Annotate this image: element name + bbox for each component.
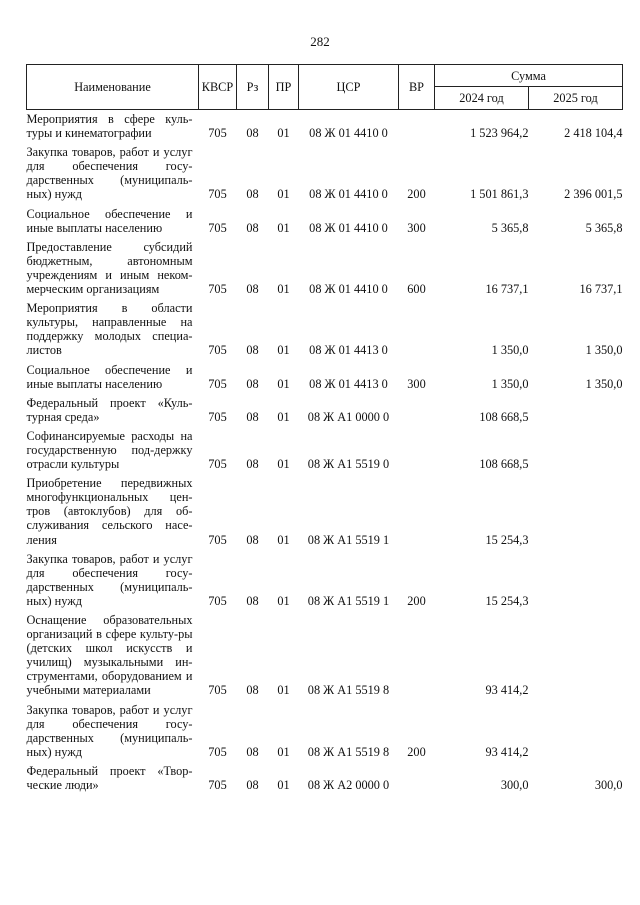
cell-kvsr: 705 [208,187,227,202]
cell-name: Федеральный проект «Куль-турная среда» [26,395,193,424]
cell-rz: 08 [246,220,259,235]
table-row [27,238,623,299]
table-row [27,701,623,762]
cell-name: Закупка товаров, работ и услуг для обеспечения госу-дарственных (муниципаль-ных) нужд [26,145,193,202]
cell-s2025 [529,427,623,474]
table-row [27,143,623,204]
cell-s2025: 2 396 001,5 [564,187,623,202]
header-csr: ЦСР [299,65,399,110]
cell-s2025: 16 737,1 [579,282,623,297]
table-row [27,611,623,701]
cell-vr [399,427,435,474]
cell-s2025: 300,0 [594,778,623,793]
cell-s2024: 93 414,2 [485,683,529,698]
cell-name: Закупка товаров, работ и услуг для обеспечения госу-дарственных (муниципаль-ных) нужд [26,551,193,608]
cell-name: Федеральный проект «Твор-ческие люди» [26,763,193,793]
cell-csr: 08 Ж А1 5519 1 [307,593,390,608]
cell-vr: 600 [407,282,426,297]
cell-kvsr: 705 [208,532,227,547]
cell-pr: 01 [277,343,290,358]
cell-rz: 08 [246,126,259,141]
table-body [27,110,623,796]
cell-pr: 01 [277,187,290,202]
cell-kvsr: 705 [208,376,227,391]
cell-name: Оснащение образовательных организаций в сфере культу-ры (детских школ искусств и училищ) музыкальными ин-струментами, оборудованием и учебными материалами [26,613,193,698]
cell-s2025 [529,474,623,549]
cell-vr [399,394,435,427]
cell-s2024: 1 350,0 [491,343,529,358]
table-row [27,762,623,795]
cell-s2024: 16 737,1 [485,282,529,297]
cell-s2025 [529,550,623,611]
cell-pr: 01 [277,457,290,472]
cell-name: Социальное обеспечение и иные выплаты населению [26,206,193,235]
cell-s2025 [529,611,623,701]
header-vr: ВР [399,65,435,110]
cell-kvsr: 705 [208,343,227,358]
cell-s2024: 300,0 [500,778,529,793]
cell-kvsr: 705 [208,778,227,793]
cell-pr: 01 [277,376,290,391]
cell-rz: 08 [246,744,259,759]
cell-s2024: 108 668,5 [479,409,529,424]
cell-vr: 300 [407,220,426,235]
cell-csr: 08 Ж 01 4410 0 [309,126,388,141]
header-kvsr: КВСР [199,65,237,110]
table-row [27,550,623,611]
cell-s2025: 2 418 104,4 [564,126,623,141]
cell-rz: 08 [246,683,259,698]
budget-table [26,64,623,795]
cell-kvsr: 705 [208,409,227,424]
page-number: 282 [310,34,330,49]
cell-csr: 08 Ж 01 4410 0 [309,220,388,235]
cell-rz: 08 [246,409,259,424]
cell-s2024: 1 350,0 [491,376,529,391]
cell-pr: 01 [277,532,290,547]
cell-s2025: 1 350,0 [585,343,623,358]
cell-vr [399,110,435,144]
table-row [27,474,623,549]
cell-csr: 08 Ж А2 0000 0 [307,778,390,793]
cell-csr: 08 Ж А1 0000 0 [307,409,390,424]
header-rz: Рз [237,65,269,110]
cell-vr: 200 [407,744,426,759]
table-row [27,361,623,394]
cell-kvsr: 705 [208,126,227,141]
cell-vr [399,611,435,701]
cell-s2025 [529,394,623,427]
cell-name: Закупка товаров, работ и услуг для обеспечения госу-дарственных (муниципаль-ных) нужд [26,702,193,759]
cell-pr: 01 [277,220,290,235]
cell-s2024: 93 414,2 [485,744,529,759]
cell-name: Мероприятия в области культуры, направленные на поддержку молодых специа-листов [26,301,193,358]
cell-pr: 01 [277,593,290,608]
table-row [27,299,623,360]
table-row [27,110,623,144]
cell-s2024: 5 365,8 [491,220,529,235]
cell-s2024: 108 668,5 [479,457,529,472]
cell-csr: 08 Ж А1 5519 8 [307,744,390,759]
cell-rz: 08 [246,778,259,793]
cell-pr: 01 [277,282,290,297]
cell-kvsr: 705 [208,683,227,698]
header-2025: 2025 год [529,87,623,110]
cell-pr: 01 [277,409,290,424]
cell-kvsr: 705 [208,593,227,608]
cell-vr [399,762,435,795]
cell-pr: 01 [277,744,290,759]
table-row [27,427,623,474]
cell-name: Софинансируемые расходы на государственную под-держку отрасли культуры [26,428,193,472]
cell-csr: 08 Ж 01 4410 0 [309,187,388,202]
cell-vr: 300 [407,376,426,391]
cell-pr: 01 [277,778,290,793]
cell-kvsr: 705 [208,282,227,297]
cell-rz: 08 [246,343,259,358]
cell-s2024: 15 254,3 [485,532,529,547]
cell-rz: 08 [246,376,259,391]
cell-name: Социальное обеспечение и иные выплаты населению [26,362,193,391]
cell-s2025: 1 350,0 [585,376,623,391]
table-row [27,394,623,427]
cell-rz: 08 [246,593,259,608]
header-2024: 2024 год [435,87,529,110]
cell-csr: 08 Ж А1 5519 0 [307,457,390,472]
header-name: Наименование [27,65,199,110]
cell-s2025 [529,701,623,762]
cell-vr [399,474,435,549]
cell-s2024: 1 501 861,3 [470,187,529,202]
cell-name: Предоставление субсидий бюджетным, автономным учреждениям и иным неком-мерческим организациям [26,239,193,297]
cell-name: Приобретение передвижных многофункциональных цен-тров (автоклубов) для об-служивания сельского насе-ления [26,476,193,547]
cell-kvsr: 705 [208,457,227,472]
cell-vr [399,299,435,360]
cell-kvsr: 705 [208,220,227,235]
cell-s2025: 5 365,8 [585,220,623,235]
cell-pr: 01 [277,126,290,141]
table-row [27,205,623,238]
cell-rz: 08 [246,457,259,472]
cell-rz: 08 [246,532,259,547]
cell-csr: 08 Ж А1 5519 1 [307,532,390,547]
cell-csr: 08 Ж 01 4413 0 [309,343,388,358]
cell-s2024: 15 254,3 [485,593,529,608]
cell-kvsr: 705 [208,744,227,759]
cell-s2024: 1 523 964,2 [470,126,529,141]
cell-rz: 08 [246,282,259,297]
cell-vr: 200 [407,593,426,608]
header-sum: Сумма [435,65,623,87]
cell-name: Мероприятия в сфере куль-туры и кинематографии [26,112,193,141]
cell-vr: 200 [407,187,426,202]
header-pr: ПР [269,65,299,110]
cell-csr: 08 Ж А1 5519 8 [307,683,390,698]
cell-pr: 01 [277,683,290,698]
cell-rz: 08 [246,187,259,202]
cell-csr: 08 Ж 01 4413 0 [309,376,388,391]
cell-csr: 08 Ж 01 4410 0 [309,282,388,297]
